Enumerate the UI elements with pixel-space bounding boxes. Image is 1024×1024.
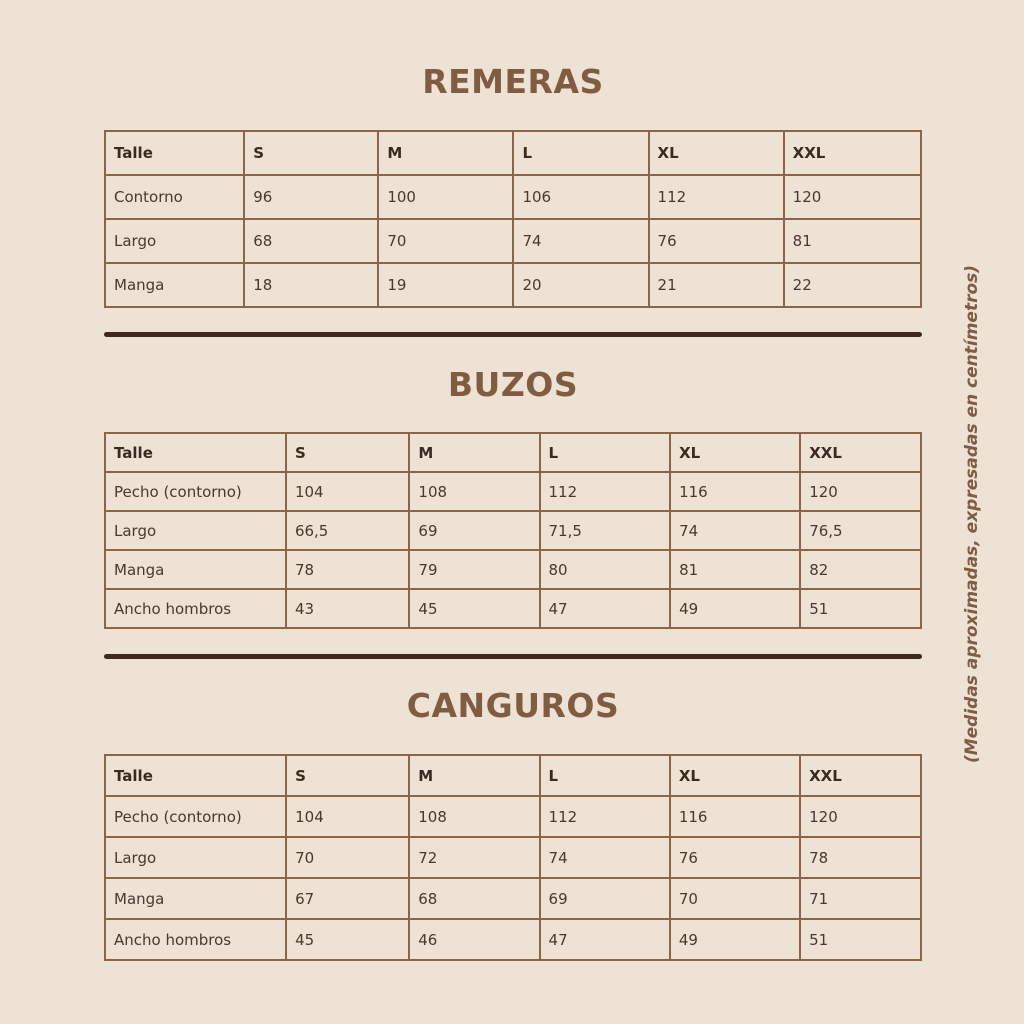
remeras-title: REMERAS xyxy=(422,62,604,101)
section-divider xyxy=(104,654,922,659)
buzos-title: BUZOS xyxy=(447,365,579,404)
table-cell: 100 xyxy=(378,175,513,219)
table-cell: 108 xyxy=(409,796,539,837)
table-cell: 76 xyxy=(649,219,784,263)
table-cell: 74 xyxy=(540,837,670,878)
canguros-title: CANGUROS xyxy=(406,686,620,725)
table-cell: 78 xyxy=(286,550,409,589)
table-cell: 49 xyxy=(670,589,800,628)
table-cell: 21 xyxy=(649,263,784,307)
row-label: Largo xyxy=(105,511,286,550)
column-header: L xyxy=(513,131,648,175)
table-cell: 79 xyxy=(409,550,539,589)
measurements-note: (Medidas aproximadas, expresadas en centímetros) xyxy=(962,264,982,764)
table-row xyxy=(105,472,921,511)
table-row xyxy=(105,919,921,960)
table-cell: 69 xyxy=(409,511,539,550)
table-header-row xyxy=(105,755,921,796)
column-header: M xyxy=(409,433,539,472)
column-header: XXL xyxy=(784,131,921,175)
table-cell: 81 xyxy=(670,550,800,589)
table-cell: 82 xyxy=(800,550,921,589)
table-cell: 112 xyxy=(540,796,670,837)
table-cell: 70 xyxy=(378,219,513,263)
row-label: Pecho (contorno) xyxy=(105,796,286,837)
table-cell: 112 xyxy=(649,175,784,219)
table-cell: 19 xyxy=(378,263,513,307)
table-cell: 71 xyxy=(800,878,921,919)
table-cell: 47 xyxy=(540,919,670,960)
table-row xyxy=(105,878,921,919)
table-cell: 20 xyxy=(513,263,648,307)
row-label: Manga xyxy=(105,550,286,589)
table-cell: 96 xyxy=(244,175,378,219)
table-cell: 120 xyxy=(800,472,921,511)
buzos-size-table xyxy=(104,432,922,629)
table-cell: 112 xyxy=(540,472,671,511)
column-header: Talle xyxy=(105,433,286,472)
table-header-row xyxy=(105,433,921,472)
column-header: XL xyxy=(649,131,784,175)
table-cell: 70 xyxy=(670,878,800,919)
column-header: Talle xyxy=(105,755,286,796)
column-header: Talle xyxy=(105,131,244,175)
row-label: Contorno xyxy=(105,175,244,219)
row-label: Manga xyxy=(105,263,244,307)
table-cell: 74 xyxy=(513,219,648,263)
column-header: XL xyxy=(670,755,800,796)
table-cell: 116 xyxy=(670,796,800,837)
table-header-row xyxy=(105,131,921,175)
table-row xyxy=(105,589,921,628)
column-header: S xyxy=(286,433,409,472)
column-header: L xyxy=(540,755,670,796)
table-cell: 45 xyxy=(286,919,409,960)
table-cell: 81 xyxy=(784,219,921,263)
table-cell: 69 xyxy=(540,878,670,919)
column-header: M xyxy=(378,131,513,175)
table-cell: 51 xyxy=(800,919,921,960)
row-label: Manga xyxy=(105,878,286,919)
column-header: M xyxy=(409,755,539,796)
table-cell: 74 xyxy=(670,511,800,550)
table-cell: 18 xyxy=(244,263,378,307)
table-cell: 104 xyxy=(286,796,409,837)
table-cell: 68 xyxy=(409,878,539,919)
table-row xyxy=(105,175,921,219)
column-header: S xyxy=(286,755,409,796)
table-row xyxy=(105,219,921,263)
table-cell: 43 xyxy=(286,589,409,628)
table-row xyxy=(105,511,921,550)
row-label: Pecho (contorno) xyxy=(105,472,286,511)
canguros-size-table xyxy=(104,754,922,961)
table-cell: 120 xyxy=(800,796,921,837)
row-label: Largo xyxy=(105,837,286,878)
table-cell: 22 xyxy=(784,263,921,307)
table-cell: 47 xyxy=(540,589,671,628)
table-cell: 72 xyxy=(409,837,539,878)
remeras-size-table xyxy=(104,130,922,308)
table-cell: 70 xyxy=(286,837,409,878)
table-cell: 66,5 xyxy=(286,511,409,550)
table-cell: 76 xyxy=(670,837,800,878)
table-cell: 78 xyxy=(800,837,921,878)
table-cell: 120 xyxy=(784,175,921,219)
table-row xyxy=(105,837,921,878)
row-label: Largo xyxy=(105,219,244,263)
table-cell: 45 xyxy=(409,589,539,628)
row-label: Ancho hombros xyxy=(105,589,286,628)
section-divider xyxy=(104,332,922,337)
table-row xyxy=(105,263,921,307)
column-header: XXL xyxy=(800,433,921,472)
table-cell: 49 xyxy=(670,919,800,960)
table-cell: 67 xyxy=(286,878,409,919)
column-header: XL xyxy=(670,433,800,472)
table-row xyxy=(105,796,921,837)
column-header: L xyxy=(540,433,671,472)
table-cell: 108 xyxy=(409,472,539,511)
table-cell: 76,5 xyxy=(800,511,921,550)
column-header: S xyxy=(244,131,378,175)
table-cell: 51 xyxy=(800,589,921,628)
table-cell: 46 xyxy=(409,919,539,960)
table-row xyxy=(105,550,921,589)
column-header: XXL xyxy=(800,755,921,796)
table-cell: 106 xyxy=(513,175,648,219)
table-cell: 68 xyxy=(244,219,378,263)
table-cell: 71,5 xyxy=(540,511,671,550)
table-cell: 116 xyxy=(670,472,800,511)
table-cell: 80 xyxy=(540,550,671,589)
row-label: Ancho hombros xyxy=(105,919,286,960)
table-cell: 104 xyxy=(286,472,409,511)
